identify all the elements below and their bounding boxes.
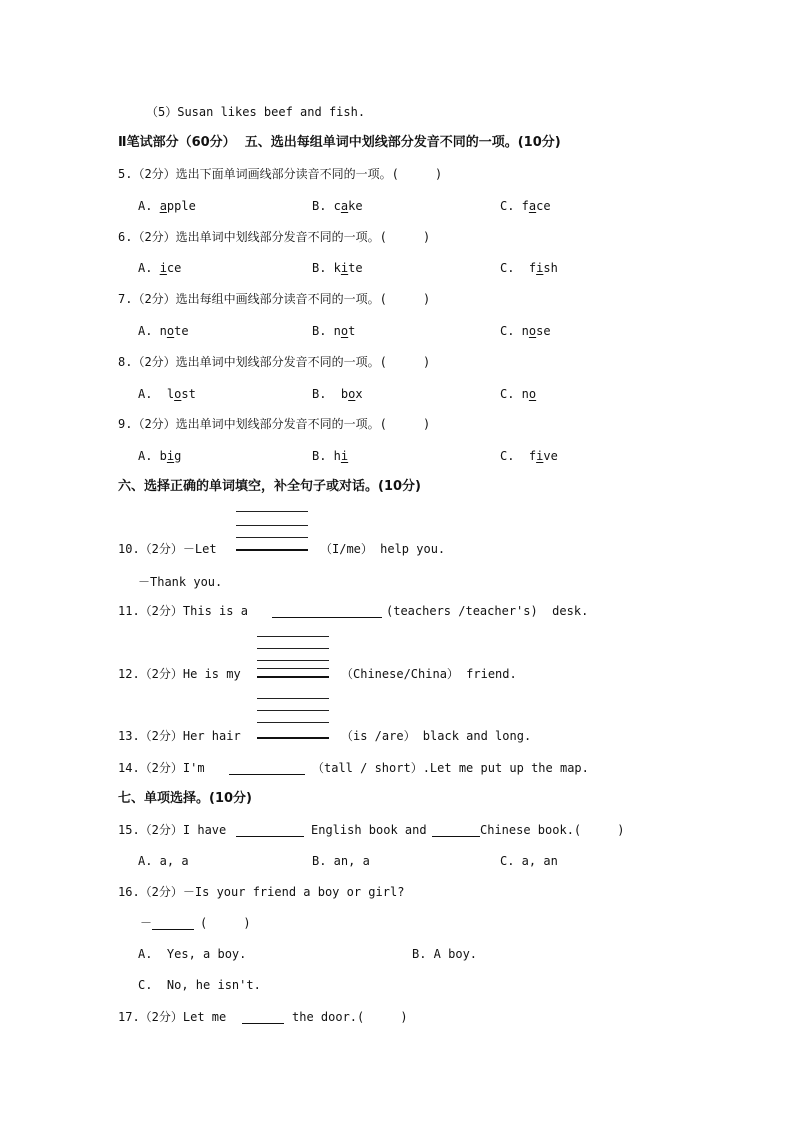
q10-stem: 10.（2分）－Let <box>118 542 217 556</box>
q7-option-c[interactable]: C. nose <box>500 324 551 338</box>
q17-answer-blank[interactable] <box>242 1011 284 1024</box>
q6-option-c[interactable]: C. fish <box>500 261 558 275</box>
q5-option-c[interactable]: C. face <box>500 199 551 213</box>
q14-stem: 14.（2分）I'm <box>118 761 205 775</box>
q16-paren: ( ) <box>200 916 251 930</box>
q16-option-c[interactable]: C. No, he isn't. <box>138 978 261 992</box>
q8-option-b[interactable]: B. box <box>312 387 363 401</box>
q9-option-c[interactable]: C. five <box>500 449 558 463</box>
q16-option-b[interactable]: B. A boy. <box>412 947 478 961</box>
q5-option-a[interactable]: A. apple <box>138 199 196 213</box>
q15-blank-2[interactable] <box>432 824 480 837</box>
q14-choices: （tall / short）.Let me put up the map. <box>312 761 589 775</box>
q13-choices: （is /are） black and long. <box>341 729 532 743</box>
q12-stem: 12.（2分）He is my <box>118 667 241 681</box>
q17-stem-end: the door.( ) <box>292 1010 408 1024</box>
section-7-title: 七、单项选择。(10分) <box>118 791 252 806</box>
q7-stem: 7.（2分）选出每组中画线部分读音不同的一项。( ) <box>118 292 431 306</box>
q10-reply: －Thank you. <box>138 575 223 589</box>
q12-choices: （Chinese/China） friend. <box>341 667 517 681</box>
q6-option-a[interactable]: A. ice <box>138 261 182 275</box>
q16-option-a[interactable]: A. Yes, a boy. <box>138 947 247 961</box>
q16-dash: － <box>140 916 153 930</box>
q15-option-b[interactable]: B. an, a <box>312 854 370 868</box>
q15-stem-start: 15.（2分）I have <box>118 823 227 837</box>
q13-stem: 13.（2分）Her hair <box>118 729 241 743</box>
section-6-title: 六、选择正确的单词填空，补全句子或对话。(10分) <box>118 479 421 494</box>
q9-option-b[interactable]: B. hi <box>312 449 349 463</box>
q13-answer-lines[interactable] <box>257 698 329 740</box>
q15-stem-mid: English book and <box>311 823 427 837</box>
q16-answer-blank[interactable] <box>152 917 194 930</box>
q8-stem: 8.（2分）选出单词中划线部分发音不同的一项。( ) <box>118 355 431 369</box>
q5-stem: 5.（2分）选出下面单词画线部分读音不同的一项。( ) <box>118 167 443 181</box>
q5-option-b[interactable]: B. cake <box>312 199 363 213</box>
q10-choices: （I/me） help you. <box>320 542 446 556</box>
q9-option-a[interactable]: A. big <box>138 449 182 463</box>
q16-stem: 16.（2分）－Is your friend a boy or girl? <box>118 885 405 899</box>
q12-answer-lines[interactable] <box>257 636 329 678</box>
q6-stem: 6.（2分）选出单词中划线部分发音不同的一项。( ) <box>118 230 431 244</box>
q7-option-b[interactable]: B. not <box>312 324 356 338</box>
q11-choices: (teachers /teacher's) desk. <box>386 604 589 618</box>
q11-answer-blank[interactable] <box>272 605 382 618</box>
top-note: （5）Susan likes beef and fish. <box>146 105 366 119</box>
q10-answer-lines[interactable] <box>236 511 308 553</box>
q15-blank-1[interactable] <box>236 824 304 837</box>
q15-stem-end: Chinese book.( ) <box>480 823 625 837</box>
q15-option-a[interactable]: A. a, a <box>138 854 189 868</box>
q8-option-a[interactable]: A. lost <box>138 387 196 401</box>
q17-stem: 17.（2分）Let me <box>118 1010 227 1024</box>
section-2-title: Ⅱ笔试部分（60分） 五、选出每组单词中划线部分发音不同的一项。(10分) <box>118 135 561 150</box>
q15-option-c[interactable]: C. a, an <box>500 854 558 868</box>
q14-answer-blank[interactable] <box>229 762 305 775</box>
q8-option-c[interactable]: C. no <box>500 387 537 401</box>
q7-option-a[interactable]: A. note <box>138 324 189 338</box>
q9-stem: 9.（2分）选出单词中划线部分发音不同的一项。( ) <box>118 417 431 431</box>
q11-stem: 11.（2分）This is a <box>118 604 248 618</box>
q6-option-b[interactable]: B. kite <box>312 261 363 275</box>
